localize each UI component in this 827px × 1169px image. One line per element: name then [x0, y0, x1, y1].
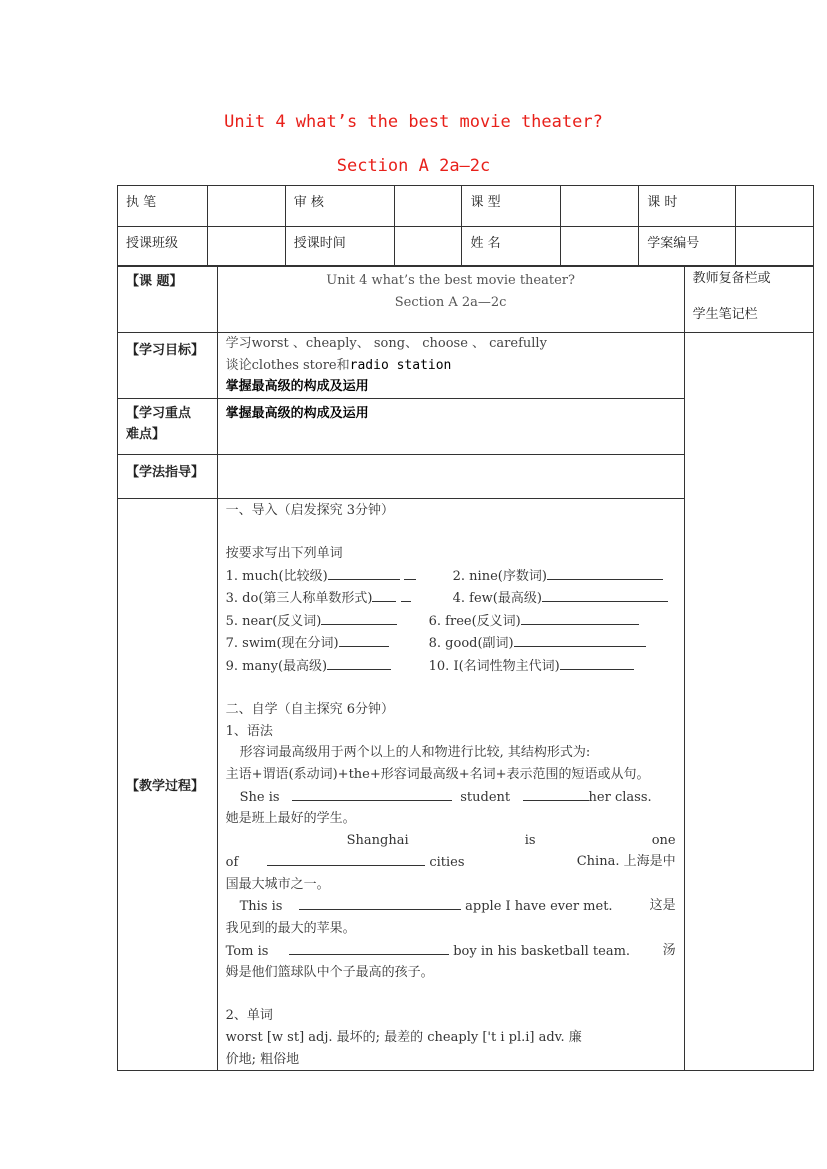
s1-instr: 按要求写出下列单词	[225, 545, 343, 561]
period-value	[736, 186, 814, 227]
word-row: 1. much(比较级) 2. nine(序数词)	[226, 565, 676, 588]
example-1: She is student her class.	[226, 786, 676, 809]
key-label-line2: 难点】	[126, 426, 166, 442]
notes-column	[684, 333, 813, 1071]
goals-content	[217, 333, 684, 399]
notes-line2: 学生笔记栏	[692, 307, 758, 322]
topic-line2: Section A 2a—2c	[394, 294, 507, 310]
class-label: 授课班级	[118, 227, 208, 267]
reviewer-value	[394, 186, 462, 227]
notes-header	[684, 266, 813, 333]
main-table	[117, 265, 814, 1071]
s1-head: 一、导入（启发探究 3分钟）	[225, 502, 395, 518]
plan-no-label: 学案编号	[639, 227, 736, 267]
example-3: This is apple I have ever met. 这是	[226, 895, 676, 918]
goals-line1: 学习worst 、cheaply、 song、 choose 、 carefully	[225, 336, 547, 351]
key-label	[118, 398, 218, 454]
key-label-line1: 【学习重点	[126, 405, 192, 421]
key-text: 掌握最高级的构成及运用	[217, 398, 684, 454]
goals-line3: 掌握最高级的构成及运用	[225, 379, 369, 395]
example-2: Shanghai is one	[346, 832, 676, 848]
method-value	[217, 454, 684, 498]
reviewer-label: 审 核	[285, 186, 394, 227]
example-4: Tom is boy in his basketball team. 汤	[226, 940, 676, 963]
plan-no-value	[736, 227, 814, 267]
vocab-head: 2、单词	[225, 1008, 273, 1024]
time-label: 授课时间	[285, 227, 394, 267]
class-value	[207, 227, 285, 267]
example-2-cn: 国最大城市之一。	[225, 876, 330, 892]
s2-head: 二、自学（自主探究 6分钟）	[225, 702, 395, 718]
grammar-head: 1、语法	[225, 723, 273, 739]
vocab-line2: 价地; 粗俗地	[225, 1051, 300, 1067]
time-value	[394, 227, 462, 267]
vocab-line1: worst [w st] adj. 最坏的; 最差的 cheaply ['t i pl.i] adv. 廉	[225, 1030, 582, 1046]
info-table	[117, 185, 814, 267]
writer-label: 执 笔	[118, 186, 208, 227]
word-row: 5. near(反义词) 6. free(反义词)	[226, 610, 676, 633]
period-label: 课 时	[639, 186, 736, 227]
word-row: 3. do(第三人称单数形式) 4. few(最高级)	[226, 587, 676, 610]
writer-value	[207, 186, 285, 227]
goals-line2a: 谈论clothes store和	[225, 357, 350, 373]
word-row: 9. many(最高级) 10. I(名词性物主代词)	[226, 655, 676, 678]
process-label: 【教学过程】	[118, 498, 218, 1070]
topic-line1: Unit 4 what’s the best movie theater?	[326, 273, 575, 288]
grammar-line1: 形容词最高级用于两个以上的人和物进行比较, 其结构形式为:	[239, 745, 591, 761]
notes-line1: 教师复备栏或	[692, 271, 771, 286]
name-label: 姓 名	[462, 227, 561, 267]
example-3-cn: 我见到的最大的苹果。	[225, 921, 356, 937]
word-row: 7. swim(现在分词) 8. good(副词)	[226, 632, 676, 655]
type-value	[561, 186, 639, 227]
name-value	[561, 227, 639, 267]
goals-label: 【学习目标】	[118, 333, 218, 399]
page-title: Unit 4 what’s the best movie theater?	[224, 112, 603, 132]
goals-line2b: radio station	[349, 357, 452, 373]
topic-label: 【课 题】	[118, 266, 218, 333]
type-label: 课 型	[462, 186, 561, 227]
example-1-cn: 她是班上最好的学生。	[225, 811, 356, 827]
example-4-cn: 姆是他们篮球队中个子最高的孩子。	[225, 965, 434, 981]
topic-content	[217, 266, 684, 333]
grammar-line2: 主语+谓语(系动词)+the+形容词最高级+名词+表示范围的短语或从句。	[225, 766, 650, 782]
page-subtitle: Section A 2a—2c	[336, 156, 491, 176]
example-2b: of cities China. 上海是中	[226, 851, 676, 874]
method-label: 【学法指导】	[118, 454, 218, 498]
process-content	[217, 498, 684, 1070]
